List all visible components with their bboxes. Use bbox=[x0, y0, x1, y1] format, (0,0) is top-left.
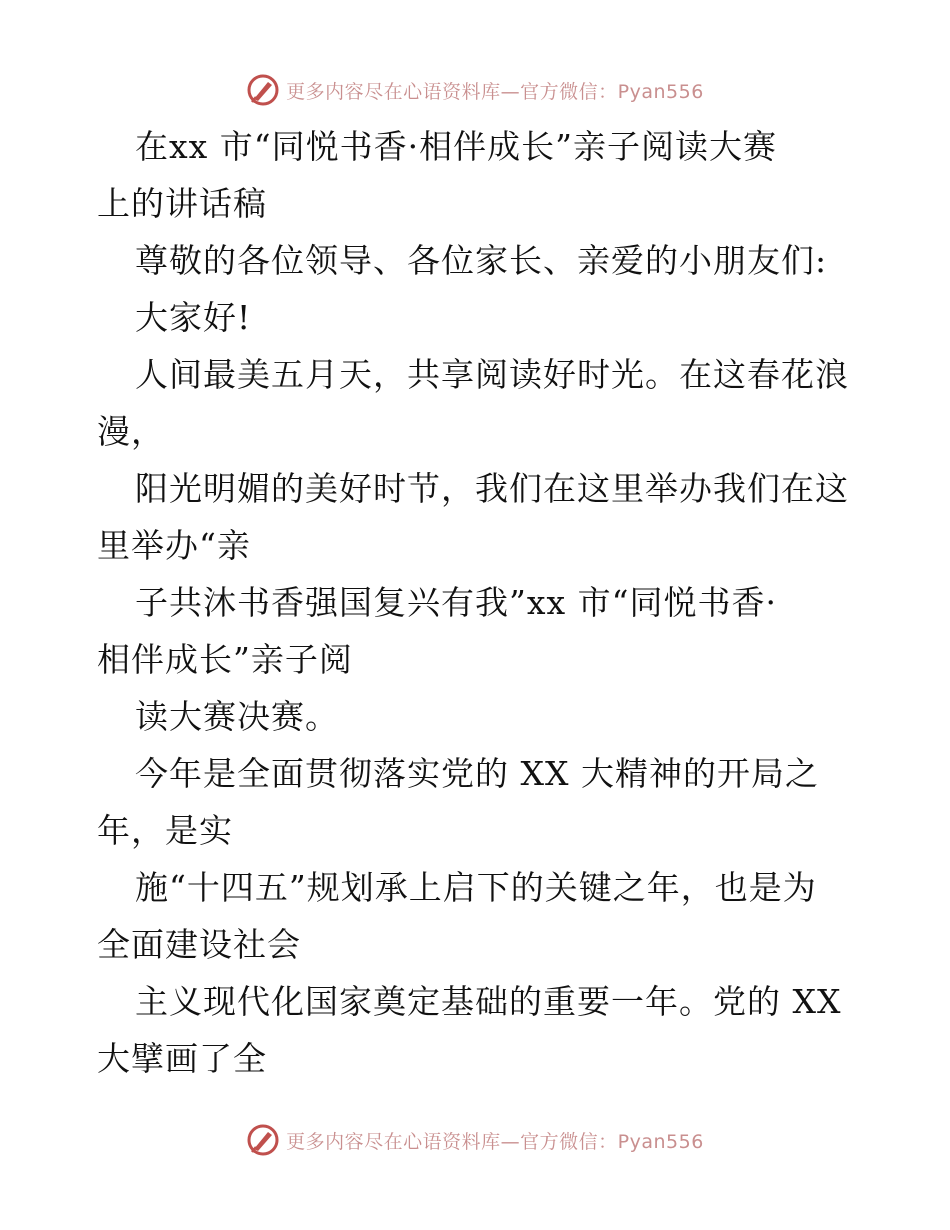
text-line: 全面建设社会 bbox=[97, 925, 301, 964]
text-line: 施“十四五”规划承上启下的关键之年，也是为 bbox=[135, 868, 817, 907]
text-line: 漫， bbox=[97, 412, 165, 451]
text-line: 主义现代化国家奠定基础的重要一年。党的 XX bbox=[135, 982, 842, 1021]
text-line: 尊敬的各位领导、各位家长、亲爱的小朋友们: bbox=[135, 241, 828, 280]
watermark-text: 更多内容尽在心语资料库—官方微信：Pyan556 bbox=[286, 80, 704, 103]
text-line: 大家好! bbox=[135, 298, 252, 337]
text-line: 上的讲话稿 bbox=[97, 184, 267, 223]
text-line: 今年是全面贯彻落实党的 XX 大精神的开局之 bbox=[135, 754, 819, 793]
text-line: 阳光明媚的美好时节，我们在这里举办我们在这 bbox=[135, 469, 849, 508]
document-body bbox=[97, 118, 857, 1087]
footer-watermark bbox=[0, 1122, 950, 1158]
text-line: 子共沐书香强国复兴有我”xx 市“同悦书香· bbox=[135, 583, 777, 622]
quill-logo-icon bbox=[246, 1123, 280, 1157]
text-line: 人间最美五月天，共享阅读好时光。在这春花浪 bbox=[135, 355, 849, 394]
text-line: 相伴成长”亲子阅 bbox=[97, 640, 353, 679]
text-line: 在xx 市“同悦书香·相伴成长”亲子阅读大赛 bbox=[135, 127, 777, 166]
header-watermark bbox=[0, 72, 950, 108]
quill-logo-icon bbox=[246, 73, 280, 107]
text-line: 大擘画了全 bbox=[97, 1039, 267, 1078]
text-line: 读大赛决赛。 bbox=[135, 697, 339, 736]
watermark-text: 更多内容尽在心语资料库—官方微信：Pyan556 bbox=[286, 1130, 704, 1153]
text-line: 里举办“亲 bbox=[97, 526, 251, 565]
text-line: 年，是实 bbox=[97, 811, 233, 850]
